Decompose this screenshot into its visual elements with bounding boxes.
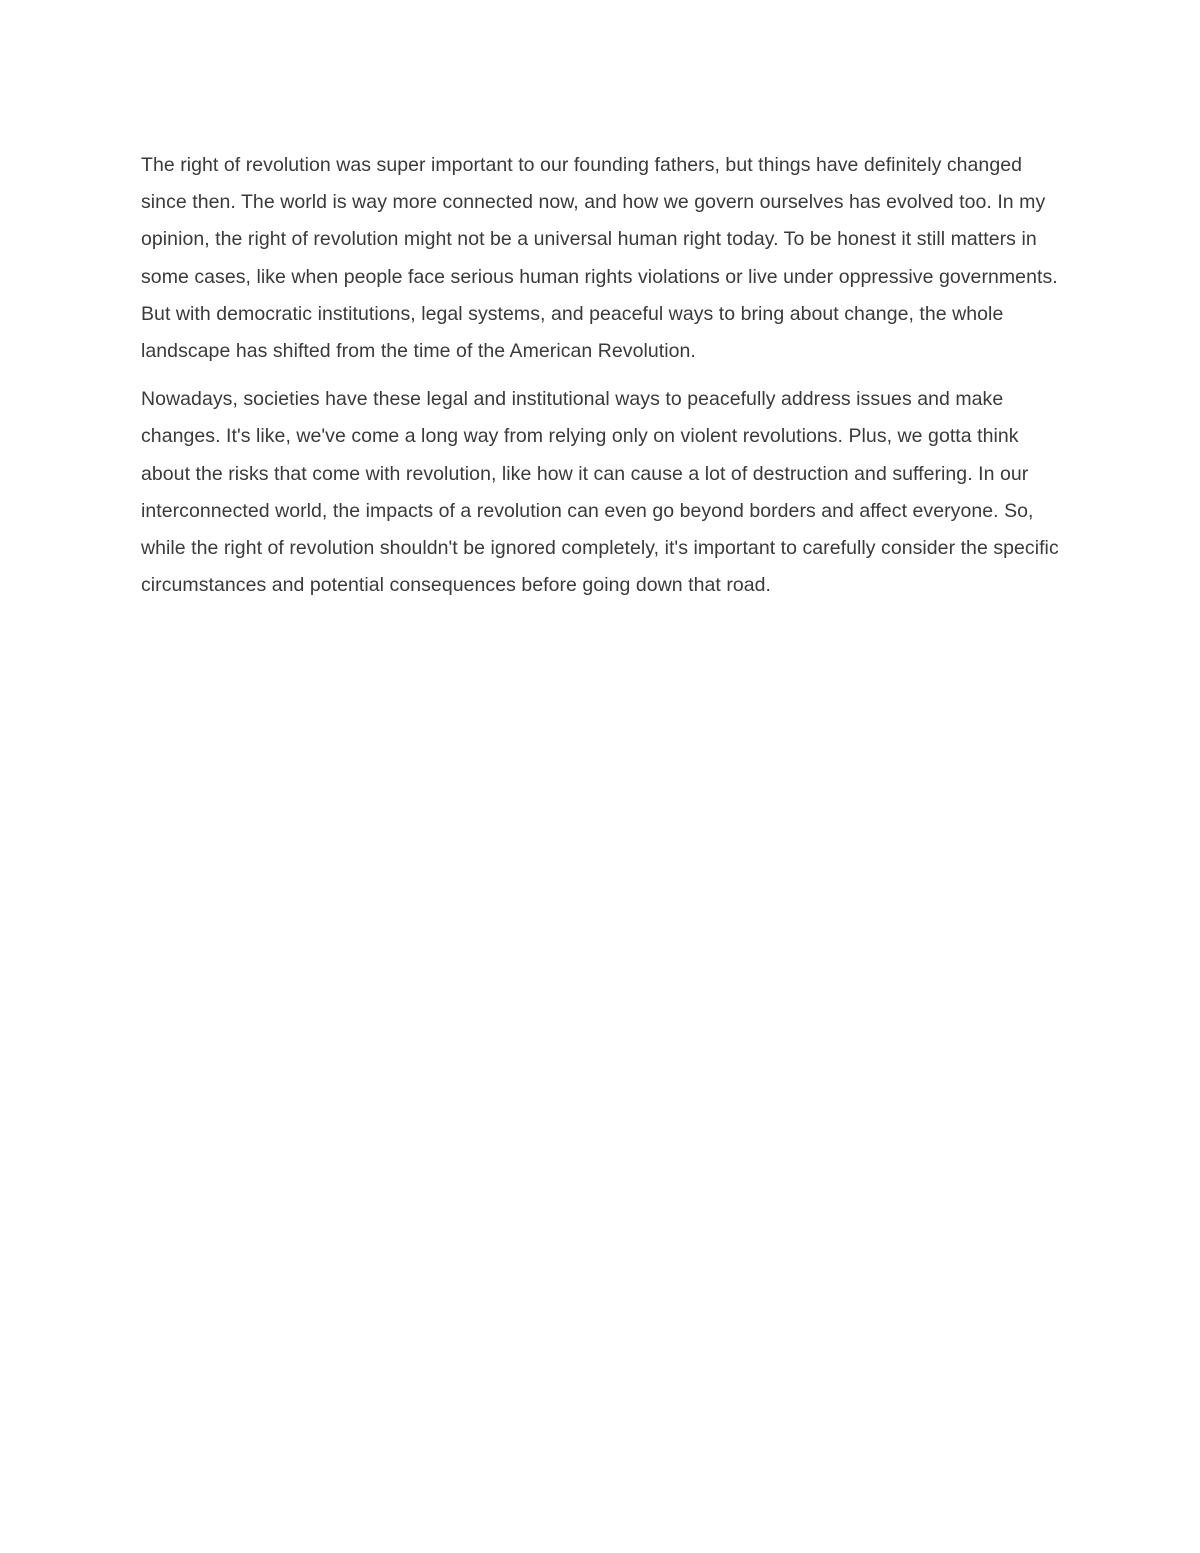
document-body: [141, 147, 1066, 615]
paragraph-2: Nowadays, societies have these legal and institutional ways to peacefully address issues and make changes. It's like, we've come a long way from relying only on violent revolutions. Plus, we gotta think about the risks that come with revolution, like how it can cause a lot of destruction and suffering. In our interconnected world, the impacts of a revolution can even go beyond borders and affect everyone. So, while the right of revolution shouldn't be ignored completely, it's important to carefully consider the specific circumstances and potential consequences before going down that road.: [141, 388, 1059, 597]
paragraph-1: The right of revolution was super important to our founding fathers, but things have definitely changed since then. The world is way more connected now, and how we govern ourselves has evolved too. In my opinion, the right of revolution might not be a universal human right today. To be honest it still matters in some cases, like when people face serious human rights violations or live under oppressive governments. But with democratic institutions, legal systems, and peaceful ways to bring about change, the whole landscape has shifted from the time of the American Revolution.: [141, 154, 1058, 363]
